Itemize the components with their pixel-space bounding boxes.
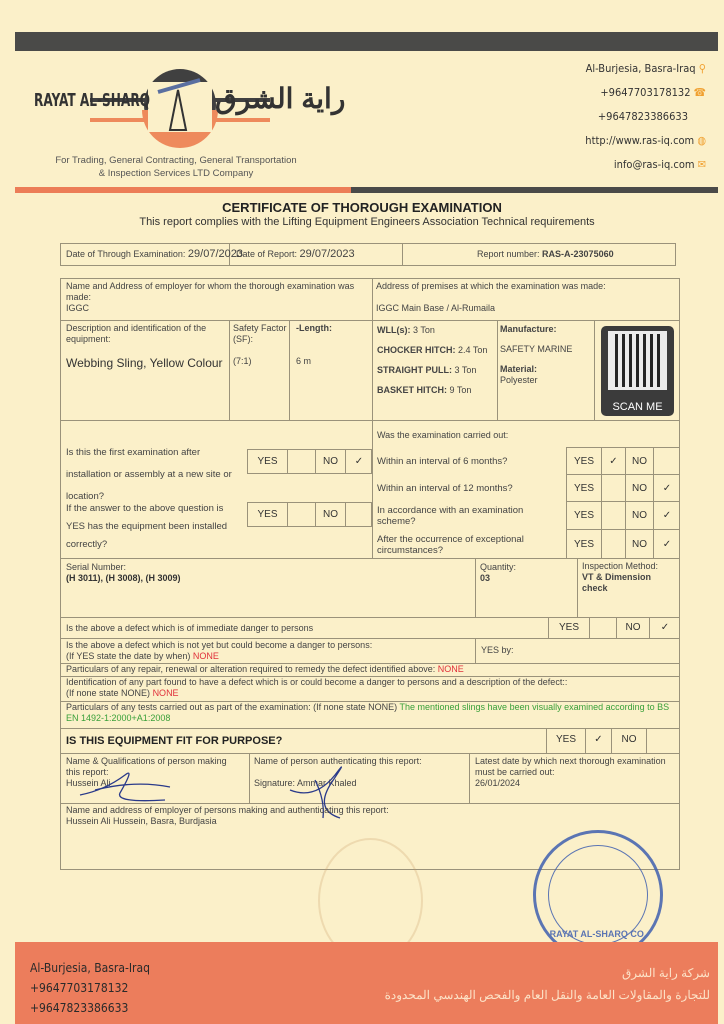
authenticator-field: Name of person authenticating this report: Signature: Ammar Khaled [254,756,422,788]
footer-contacts [30,958,150,1018]
left-question-1: Is this the first examination after installation or assembly at a new site or location? [66,447,232,502]
scan-me-label: SCAN ME [612,401,663,413]
yes-option[interactable]: YES [548,618,590,639]
yes-checkbox[interactable] [602,474,626,501]
yes-checkbox[interactable] [602,501,626,529]
top-bar [15,32,718,51]
tagline [28,154,324,180]
footer-phone2: +9647823386633 [30,1001,129,1015]
yes-by-field: YES by: [481,645,514,655]
premises-field: Address of premises at which the examination was made: IGGC Main Base / Al-Rumaila [376,281,606,313]
carried-out-label: Was the examination carried out: [377,430,509,440]
yes-checkbox[interactable] [288,450,316,474]
fit-yes-option[interactable]: YES [546,728,586,754]
tagline-line2: & Inspection Services LTD Company [98,168,254,179]
footer [15,942,718,1024]
brand-name-en: RAYAT AL-SHARQ [34,90,151,111]
description-field: Description and identification of the equipment: Webbing Sling, Yellow Colour [66,323,223,370]
brand-name-ar: راية الشرق [215,83,346,114]
exam-date: Date of Through Examination: 29/07/2023 [66,248,243,260]
yes-option[interactable]: YES [248,503,288,527]
stamp-text: RAYAT AL-SHARQ CO. [549,929,647,939]
no-checkbox[interactable]: ✓ [354,456,364,467]
yes-option[interactable]: YES [566,501,602,529]
no-option[interactable]: NO [617,618,650,639]
right-question-4: After the occurrence of exceptional circumstances? [377,533,524,556]
yes-checkbox[interactable]: ✓ [602,447,626,474]
globe-icon: ◍ [697,134,706,147]
fit-for-purpose-question: IS THIS EQUIPMENT FIT FOR PURPOSE? [66,735,283,747]
certificate-title: CERTIFICATE OF THOROUGH EXAMINATION [222,200,502,215]
answer-box-q2 [247,502,372,527]
right-question-2: Within an interval of 12 months? [377,483,513,494]
no-checkbox[interactable] [346,503,372,527]
contact-email[interactable]: info@ras-iq.com ✉ [613,158,706,171]
signature-hussein-icon [75,765,175,805]
contact-phone2: +9647823386633 [597,110,688,123]
no-checkbox[interactable]: ✓ [654,474,680,501]
col-divider [475,638,476,663]
yes-option[interactable]: YES [566,447,602,474]
yes-checkbox[interactable] [602,529,626,558]
location-icon: ⚲ [698,62,706,75]
serial-field: Serial Number: (H 3011), (H 3008), (H 3009) [66,562,181,583]
manufacture-field: Manufacture: SAFETY MARINE Material: Polyester [500,324,573,385]
report-maker-field: Name & Qualifications of person making this report: Hussein Ali [66,756,227,788]
identification-field: Identification of any part found to have a defect which is or could become a danger to persons and a description of the defect:: (If none state NONE) NONE [66,677,568,698]
no-option[interactable]: NO [316,450,346,474]
no-option[interactable]: NO [316,503,346,527]
no-option[interactable]: NO [626,474,654,501]
immediate-danger-question: Is the above a defect which is of immediate danger to persons [66,623,314,633]
contact-website[interactable]: http://www.ras-iq.com ◍ [585,134,706,147]
footer-address: Al-Burjesia, Basra-Iraq [30,961,150,975]
employer-persons-field: Name and address of employer of persons making and authenticating this report: Hussein Ali Hussein, Basra, Burdjasia [66,805,389,826]
yes-checkbox[interactable] [288,503,316,527]
report-date: Date of Report: 29/07/2023 [236,248,355,260]
footer-arabic-tagline: للتجارة والمقاولات العامة والنقل العام والفحص الهندسي المحدودة [384,988,710,1002]
yes-checkbox[interactable] [590,618,617,639]
fit-yes-checkbox[interactable]: ✓ [586,728,612,754]
future-danger-question: Is the above a defect which is not yet but could become a danger to persons: (If YES state the date by when) NONE [66,640,373,661]
row-divider [60,638,680,639]
employer-field: Name and Address of employer for whom the thorough examination was made: IGGC [66,281,355,313]
no-checkbox[interactable] [654,447,680,474]
safety-factor-field: Safety Factor (SF): (7:1) [233,323,287,366]
footer-phone1: +9647703178132 [30,981,129,995]
tests-field: Particulars of any tests carried out as part of the examination: (If none state NONE) The mentioned slings have been visually examined according to BS EN 1492-1:2000+A1:2008 [66,702,670,723]
no-option[interactable]: NO [626,447,654,474]
qr-code[interactable] [601,326,674,416]
tagline-line1: For Trading, General Contracting, General Transportation [55,155,297,166]
next-exam-field: Latest date by which next thorough examination must be carried out: 26/01/2024 [475,756,666,788]
yes-option[interactable]: YES [566,474,602,501]
mail-icon: ✉ [697,158,706,171]
left-question-2: If the answer to the above question is YES has the equipment been installed correctly? [66,503,228,550]
yes-option[interactable]: YES [248,450,288,474]
no-checkbox[interactable]: ✓ [654,529,680,558]
report-number: Report number: RAS-A-23075060 [477,249,614,259]
right-question-3: In accordance with an examination scheme? [377,505,524,527]
contact-phone1: +9647703178132 ☎ [600,86,706,99]
right-question-1: Within an interval of 6 months? [377,456,508,467]
quantity-field: Quantity: 03 [480,562,517,583]
inspection-method-field: Inspection Method: VT & Dimension check [582,561,659,593]
contact-list [506,62,706,182]
header-divider-orange [15,187,351,193]
fit-no-option[interactable]: NO [612,728,647,754]
no-checkbox[interactable]: ✓ [660,622,670,633]
repair-field: Particulars of any repair, renewal or alteration required to remedy the defect identified above: NONE [66,664,464,674]
immediate-answer [548,618,680,639]
yes-option[interactable]: YES [566,529,602,558]
load-ratings: WLL(s): 3 Ton CHOCKER HITCH: 2.4 Ton STRAIGHT PULL: 3 Ton BASKET HITCH: 9 Ton [377,325,488,395]
no-option[interactable]: NO [626,501,654,529]
no-option[interactable]: NO [626,529,654,558]
footer-arabic-name: شركة راية الشرق [621,966,710,980]
footer-arabic [385,962,710,1006]
contact-address: Al-Burjesia, Basra-Iraq ⚲ [585,62,706,75]
no-checkbox[interactable]: ✓ [654,501,680,529]
length-field: -Length: 6 m [296,323,332,366]
header-divider-dark [351,187,718,193]
row-divider [60,420,680,421]
certificate-subtitle: This report complies with the Lifting Equipment Engineers Association Technical requirements [139,216,595,228]
answer-box-q1 [247,449,372,474]
phone-icon: ☎ [693,86,706,99]
qr-pattern-icon [611,334,664,387]
company-stamp [533,830,663,960]
